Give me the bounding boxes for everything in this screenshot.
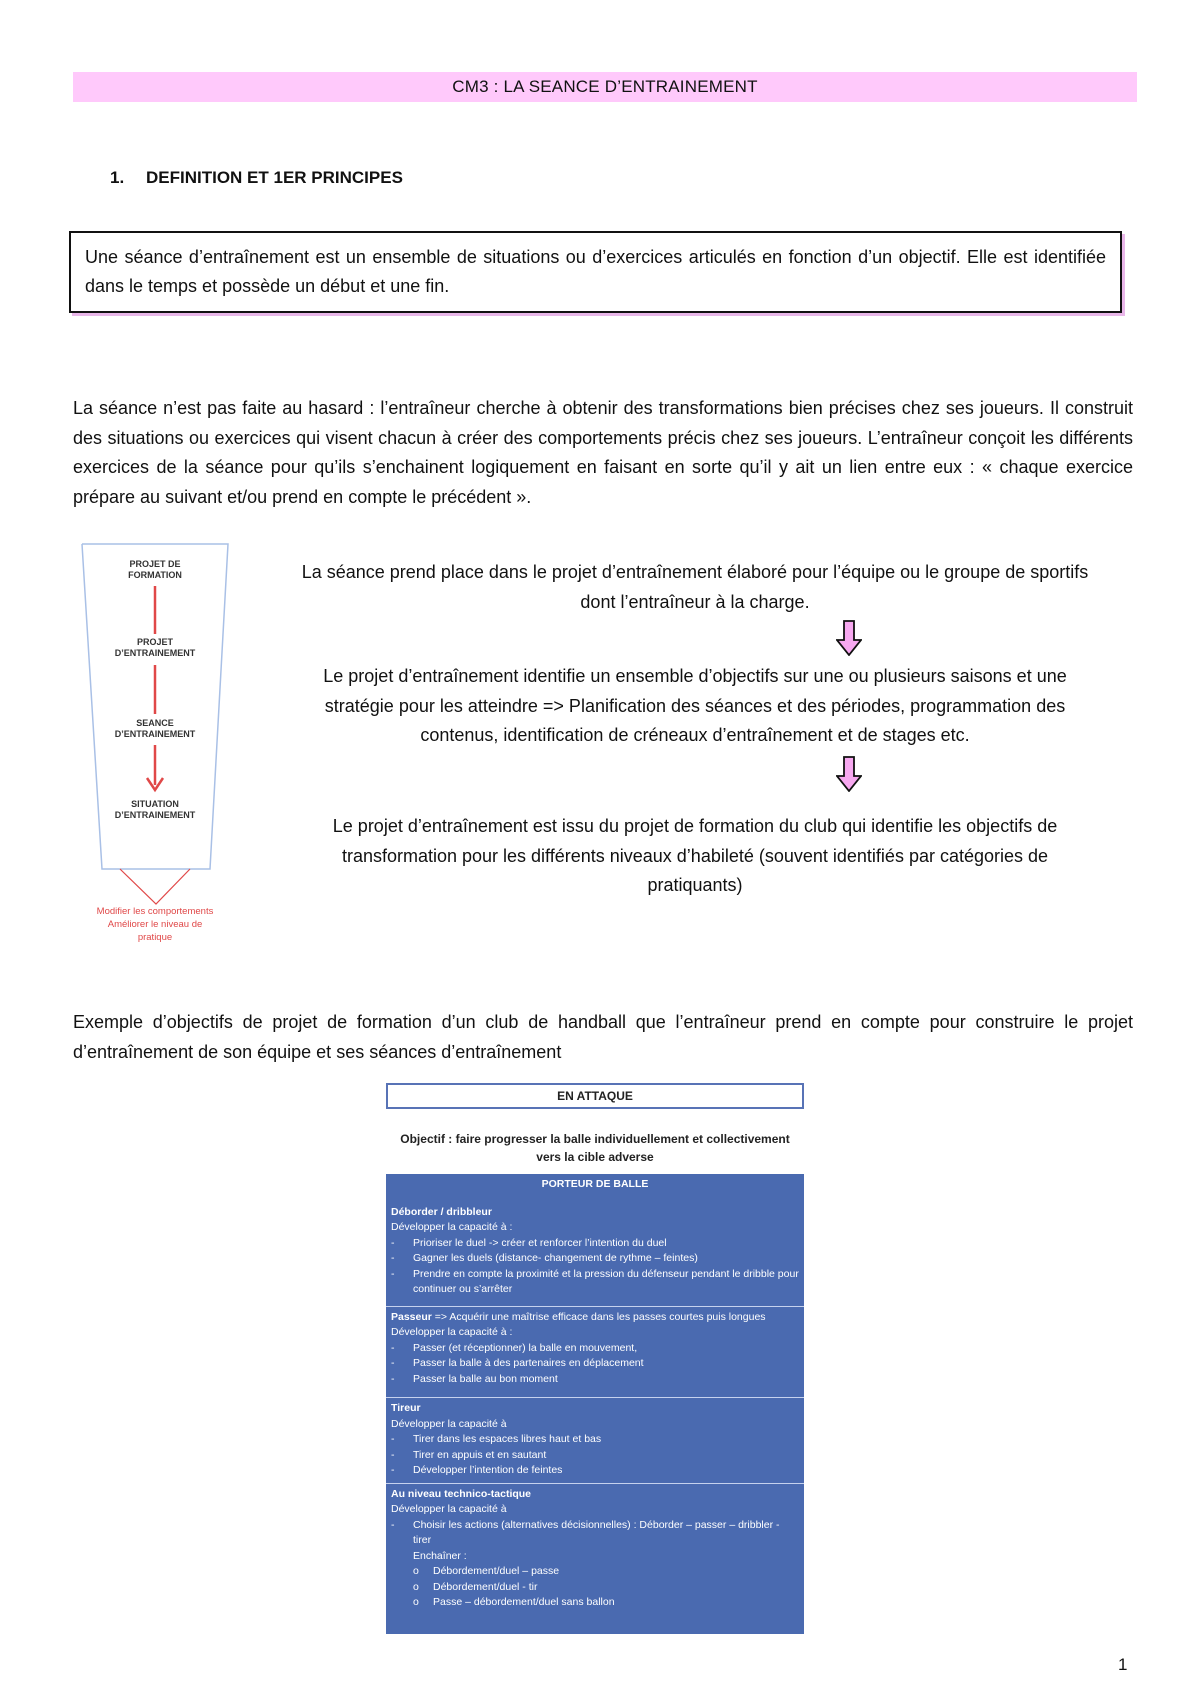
passer-heading — [391, 1310, 799, 1326]
dribbler-intro: Développer la capacité à : — [391, 1221, 513, 1233]
attack-table — [386, 1174, 804, 1634]
funnel-level-3-line1: SEANCE — [136, 718, 174, 728]
ball-carrier-block — [386, 1174, 804, 1307]
list-item: - Prendre en compte la proximité et la pression du défenseur pendant le dribble pour continuer ou s’arrêter — [391, 1267, 799, 1298]
funnel-level-2-line2: D’ENTRAINEMENT — [114, 648, 196, 658]
shooter-list — [391, 1432, 799, 1479]
funnel-tip — [120, 869, 190, 904]
hierarchy-text-seance: La séance prend place dans le projet d’entraînement élaboré pour l’équipe ou le groupe de sportifs dont l’entraîneur à la charge. — [301, 562, 1089, 612]
hierarchy-text-projet-entrainement: Le projet d’entraînement identifie un ensemble d’objectifs sur une ou plusieurs saisons et une stratégie pour les atteindre => Planification des séances et des périodes, programmation des contenus, identification de créneaux d’entraînement et de stages etc. — [323, 666, 1067, 745]
tactics-block — [386, 1484, 804, 1615]
funnel-level-1-line1: PROJET DE — [129, 559, 181, 569]
funnel-level-3-line2: D’ENTRAINEMENT — [114, 729, 196, 739]
funnel-level-1-line2: FORMATION — [128, 570, 182, 580]
passer-block — [386, 1307, 804, 1399]
attack-objective — [386, 1130, 804, 1166]
list-item: - Prioriser le duel -> créer et renforcer l’intention du duel — [391, 1236, 799, 1252]
page-number: 1 — [1118, 1655, 1128, 1674]
example-paragraph: Exemple d’objectifs de projet de formation d’un club de handball que l’entraîneur prend en compte pour construire le projet d’entraînement de son équipe et ses séances d’entraînement — [73, 1012, 1133, 1062]
list-item: o Débordement/duel – passe — [391, 1564, 799, 1580]
intro-paragraph: La séance n’est pas faite au hasard : l’entraîneur cherche à obtenir des transformations bien précises chez ses joueurs. Il construit des situations ou exercices qui visent chacun à créer des comportements précis chez ses joueurs. L’entraîneur conçoit les différents exercices de la séance pour qu’ils s’enchainent logiquement en faisant en sorte qu’il y ait un lien entre eux : « chaque exercice prépare au suivant et/ou prend en compte le précédent ». — [73, 398, 1133, 507]
tactics-list — [391, 1518, 799, 1611]
ball-carrier-header: PORTEUR DE BALLE — [541, 1178, 649, 1190]
dribbler-title: Déborder / dribbleur — [391, 1205, 492, 1218]
funnel-result-line2: Améliorer le niveau de — [107, 919, 203, 930]
list-item: - Passer la balle au bon moment — [391, 1372, 799, 1388]
shooter-title: Tireur — [391, 1402, 421, 1414]
passer-list — [391, 1341, 799, 1388]
shooter-intro: Développer la capacité à — [391, 1417, 507, 1430]
hierarchy-text-projet-formation: Le projet d’entraînement est issu du projet de formation du club qui identifie les objectifs de transformation pour les différents niveaux d’habileté (souvent identifiés par catégories de pratiquants) — [332, 816, 1058, 895]
passer-intro: Développer la capacité à : — [391, 1326, 513, 1338]
dribbler-list — [391, 1236, 799, 1298]
list-item: - Développer l’intention de feintes — [391, 1463, 799, 1479]
list-item: o Débordement/duel - tir — [391, 1580, 799, 1596]
section-number: 1. — [110, 168, 125, 187]
passer-title: Passeur — [391, 1310, 432, 1323]
training-funnel-diagram — [78, 542, 238, 942]
list-item: Enchaîner : — [413, 1549, 467, 1562]
list-item: - Tirer dans les espaces libres haut et bas — [391, 1432, 799, 1448]
shooter-block — [386, 1398, 804, 1484]
definition-box: Une séance d’entraînement est un ensemble de situations ou d’exercices articulés en fonction d’un objectif. Elle est identifiée dans le temps et possède un début et une fin. — [69, 231, 1122, 313]
funnel-level-4-line1: SITUATION — [131, 799, 179, 809]
attack-table-header: EN ATTAQUE — [386, 1083, 804, 1109]
list-item: o Passe – débordement/duel sans ballon — [391, 1595, 799, 1611]
list-item: - Tirer en appuis et en sautant — [391, 1448, 799, 1464]
list-item: - Passer (et réceptionner) la balle en mouvement, — [391, 1341, 799, 1357]
page-title: CM3 : LA SEANCE D’ENTRAINEMENT — [73, 72, 1137, 102]
passer-title-rest: => Acquérir une maîtrise efficace dans les passes courtes puis longues — [431, 1310, 766, 1323]
list-item: - Gagner les duels (distance- changement de rythme – feintes) — [391, 1251, 799, 1267]
tactics-intro: Développer la capacité à — [391, 1503, 507, 1515]
funnel-result-line3: pratique — [137, 932, 173, 942]
section-heading — [110, 168, 403, 188]
list-item: - Choisir les actions (alternatives décisionnelles) : Déborder – passer – dribbler - tirer — [391, 1518, 799, 1549]
down-arrow-icon — [836, 756, 862, 792]
funnel-result-line1: Modifier les comportements — [96, 906, 214, 917]
funnel-level-2-line1: PROJET — [136, 637, 174, 647]
attack-objective-line2: vers la cible adverse — [536, 1150, 654, 1164]
down-arrow-icon — [836, 620, 862, 656]
section-title: DEFINITION ET 1ER PRINCIPES — [146, 168, 403, 187]
tactics-title: Au niveau technico-tactique — [391, 1487, 532, 1500]
list-item: - Passer la balle à des partenaires en déplacement — [391, 1356, 799, 1372]
funnel-level-4-line2: D’ENTRAINEMENT — [114, 810, 196, 820]
attack-objective-line1: Objectif : faire progresser la balle individuellement et collectivement — [400, 1132, 790, 1146]
